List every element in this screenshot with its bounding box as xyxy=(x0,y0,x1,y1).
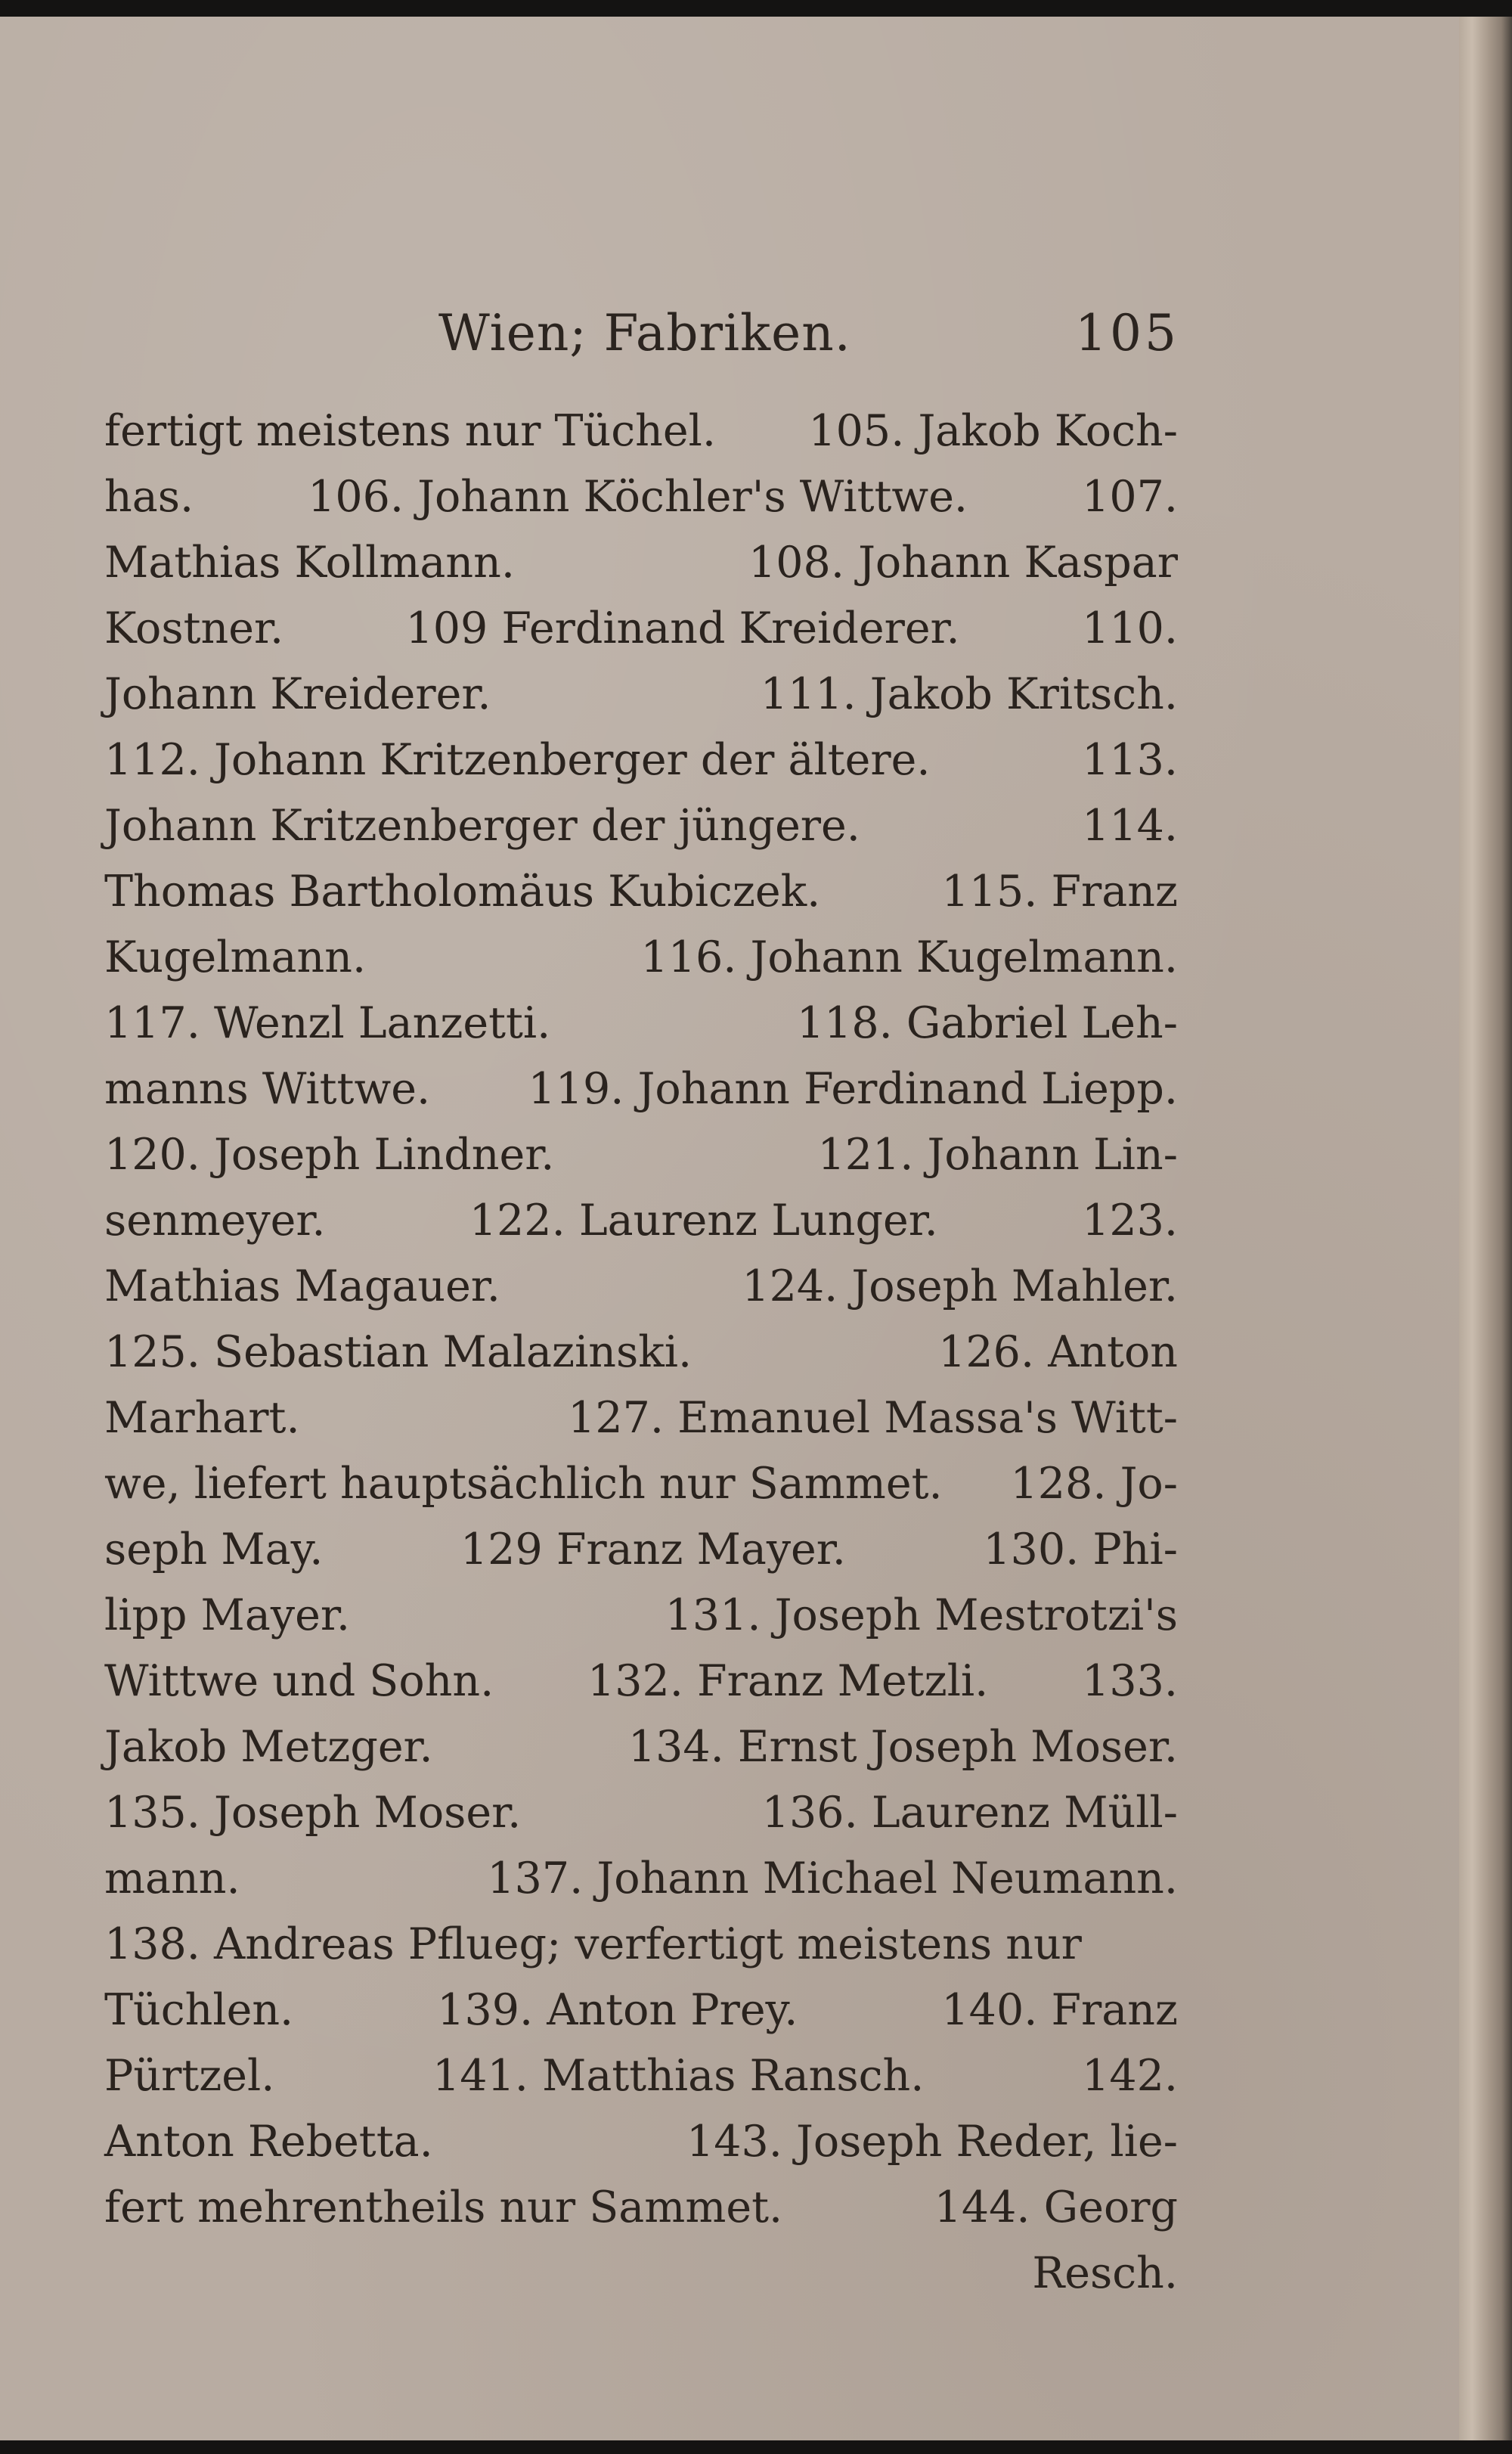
text-line xyxy=(104,1385,1178,1451)
text-segment: 125. Sebastian Malazinski. xyxy=(104,1327,692,1377)
text-segment: 106. Johann Köchler's Wittwe. xyxy=(308,472,968,522)
text-segment: 113. xyxy=(1082,735,1178,785)
text-segment: Tüchlen. xyxy=(104,1985,294,2035)
text-segment: fert mehrentheils nur Sammet. xyxy=(104,2183,783,2232)
text-line xyxy=(104,1517,1178,1583)
text-segment: 107. xyxy=(1082,472,1178,522)
text-segment: 137. Johann Michael Neumann. xyxy=(487,1854,1178,1903)
text-segment: 143. Joseph Reder, lie- xyxy=(686,2117,1178,2167)
text-segment: Mathias Kollmann. xyxy=(104,538,515,588)
text-segment: lipp Mayer. xyxy=(104,1590,350,1640)
text-segment: Pürtzel. xyxy=(104,2051,275,2101)
text-line xyxy=(104,1583,1178,1649)
text-segment: 131. Joseph Mestrotzi's xyxy=(665,1590,1178,1640)
text-line xyxy=(104,2175,1178,2241)
text-line xyxy=(104,1978,1178,2043)
text-line xyxy=(104,991,1178,1056)
text-segment: 124. Joseph Mahler. xyxy=(742,1261,1178,1311)
text-segment: 139. Anton Prey. xyxy=(437,1985,798,2035)
text-segment: senmeyer. xyxy=(104,1196,326,1246)
text-segment: 120. Joseph Lindner. xyxy=(104,1130,555,1180)
book-page xyxy=(0,17,1459,2440)
text-segment: 127. Emanuel Massa's Witt- xyxy=(568,1393,1178,1443)
text-line xyxy=(104,2109,1178,2175)
text-line xyxy=(104,1912,1178,1978)
text-segment: fertigt meistens nur Tüchel. xyxy=(104,406,716,456)
text-segment: 129 Franz Mayer. xyxy=(460,1525,846,1574)
text-line xyxy=(104,2241,1178,2307)
text-line xyxy=(104,728,1178,793)
text-line xyxy=(104,464,1178,530)
text-segment: 117. Wenzl Lanzetti. xyxy=(104,998,551,1048)
text-segment: 135. Joseph Moser. xyxy=(104,1788,522,1838)
text-segment: 134. Ernst Joseph Moser. xyxy=(627,1722,1178,1772)
text-segment: Johann Kreiderer. xyxy=(104,669,491,719)
text-segment: 130. Phi- xyxy=(983,1525,1178,1574)
text-line xyxy=(104,1714,1178,1780)
text-segment: Marhart. xyxy=(104,1393,300,1443)
text-line xyxy=(104,793,1178,859)
text-segment: 111. Jakob Kritsch. xyxy=(760,669,1178,719)
text-line xyxy=(104,596,1178,662)
text-segment: 110. xyxy=(1082,603,1178,653)
text-segment: 136. Laurenz Müll- xyxy=(761,1788,1178,1838)
running-title: Wien; Fabriken. xyxy=(438,304,851,362)
text-segment: 116. Johann Kugelmann. xyxy=(640,932,1178,982)
text-line xyxy=(104,1254,1178,1320)
text-line xyxy=(104,2043,1178,2109)
text-segment: mann. xyxy=(104,1854,240,1903)
text-segment: Kugelmann. xyxy=(104,932,367,982)
text-segment: we, liefert hauptsächlich nur Sammet. xyxy=(104,1459,943,1509)
text-line xyxy=(104,1649,1178,1714)
text-segment: 118. Gabriel Leh- xyxy=(796,998,1178,1048)
text-line xyxy=(104,1056,1178,1122)
text-segment: 126. Anton xyxy=(938,1327,1178,1377)
text-segment: 140. Franz xyxy=(941,1985,1178,2035)
text-segment: Johann Kritzenberger der jüngere. xyxy=(104,801,860,851)
text-line xyxy=(104,925,1178,991)
text-line xyxy=(104,399,1178,464)
text-segment: 122. Laurenz Lunger. xyxy=(469,1196,938,1246)
scan-bottom-border xyxy=(0,2440,1512,2454)
text-segment: 141. Matthias Ransch. xyxy=(432,2051,925,2101)
body-text xyxy=(104,399,1178,2307)
text-segment: 138. Andreas Pflueg; verfertigt meistens nur xyxy=(104,1919,1082,1969)
text-line xyxy=(104,1780,1178,1846)
text-segment: 112. Johann Kritzenberger der ältere. xyxy=(104,735,931,785)
text-segment: Wittwe und Sohn. xyxy=(104,1656,494,1706)
text-segment: 132. Franz Metzli. xyxy=(587,1656,989,1706)
text-segment: 144. Georg xyxy=(934,2183,1178,2232)
text-segment: 121. Johann Lin- xyxy=(817,1130,1178,1180)
text-segment: seph May. xyxy=(104,1525,324,1574)
text-segment: Jakob Metzger. xyxy=(104,1722,433,1772)
text-segment: Thomas Bartholomäus Kubiczek. xyxy=(104,867,821,917)
text-line xyxy=(104,1188,1178,1254)
text-segment: Anton Rebetta. xyxy=(104,2117,433,2167)
scan-top-border xyxy=(0,0,1512,17)
page-number: 105 xyxy=(1075,304,1179,362)
text-line xyxy=(104,530,1178,596)
text-segment: 114. xyxy=(1082,801,1178,851)
text-segment: Mathias Magauer. xyxy=(104,1261,500,1311)
stacked-page-edges xyxy=(1459,17,1512,2440)
text-segment: 108. Johann Kaspar xyxy=(748,538,1178,588)
text-segment: 133. xyxy=(1082,1656,1178,1706)
running-head xyxy=(106,304,1179,372)
text-line xyxy=(104,1122,1178,1188)
text-segment: 123. xyxy=(1082,1196,1178,1246)
text-segment: Resch. xyxy=(1032,2248,1178,2298)
text-segment: manns Wittwe. xyxy=(104,1064,431,1114)
text-line xyxy=(104,1320,1178,1385)
text-segment: 142. xyxy=(1082,2051,1178,2101)
text-segment: 119. Johann Ferdinand Liepp. xyxy=(528,1064,1178,1114)
text-segment: 109 Ferdinand Kreiderer. xyxy=(405,603,960,653)
text-line xyxy=(104,859,1178,925)
text-segment: 115. Franz xyxy=(941,867,1178,917)
text-line xyxy=(104,1451,1178,1517)
text-line xyxy=(104,662,1178,728)
text-segment: 128. Jo- xyxy=(1010,1459,1178,1509)
text-segment: Kostner. xyxy=(104,603,284,653)
text-line xyxy=(104,1846,1178,1912)
text-segment: 105. Jakob Koch- xyxy=(808,406,1178,456)
text-segment: has. xyxy=(104,472,194,522)
